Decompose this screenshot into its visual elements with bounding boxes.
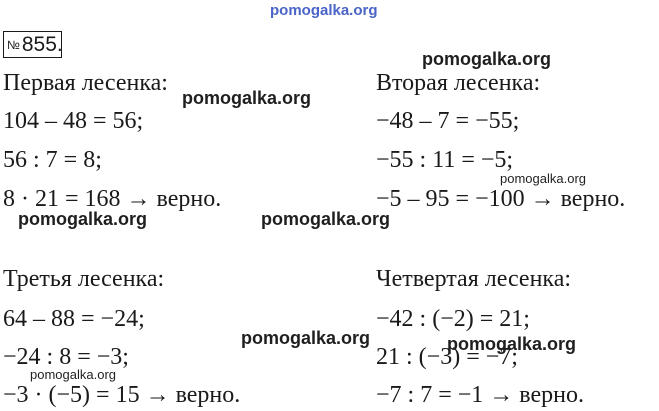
ladder-2-line-1: −48 – 7 = −55; xyxy=(376,108,520,134)
ladder-4-line-1: −42 : (−2) = 21; xyxy=(376,306,530,332)
ladder-3-line-1: 64 – 88 = −24; xyxy=(3,306,145,332)
ladder-2-line-2: −55 : 11 = −5; xyxy=(376,147,514,173)
ladder-1-title: Первая лесенка: xyxy=(3,70,168,96)
watermark: pomogalka.org xyxy=(241,328,371,348)
ladder-2-line-3: −5 – 95 = −100 → верно. xyxy=(376,186,626,212)
ladder-2-title: Вторая лесенка: xyxy=(376,70,541,96)
number-sign: № xyxy=(7,38,20,52)
watermark: pomogalka.org xyxy=(182,88,312,108)
ladder-4-title: Четвертая лесенка: xyxy=(376,266,572,292)
ladder-1-line-2: 56 : 7 = 8; xyxy=(3,147,102,173)
watermark: pomogalka.org xyxy=(30,367,116,382)
ladder-3-title: Третья лесенка: xyxy=(3,266,165,292)
ladder-3-line-2: −24 : 8 = −3; xyxy=(3,344,129,370)
ladder-1-line-1: 104 – 48 = 56; xyxy=(3,108,144,134)
watermark: pomogalka.org xyxy=(500,171,586,186)
ladder-3-line-3: −3 · (−5) = 15 → верно. xyxy=(3,382,241,408)
ladder-4-line-2: 21 : (−3) = −7; xyxy=(376,344,518,370)
ladder-4-line-3: −7 : 7 = −1 → верно. xyxy=(376,382,584,408)
watermark: pomogalka.org xyxy=(422,49,552,69)
problem-number-value: 855. xyxy=(21,33,63,56)
ladder-1-line-3: 8 · 21 = 168 → верно. xyxy=(3,186,222,212)
problem-number xyxy=(3,31,62,58)
watermark: pomogalka.org xyxy=(447,334,577,354)
watermark-top: pomogalka.org xyxy=(270,2,378,19)
watermark: pomogalka.org xyxy=(18,209,148,229)
watermark: pomogalka.org xyxy=(261,209,391,229)
